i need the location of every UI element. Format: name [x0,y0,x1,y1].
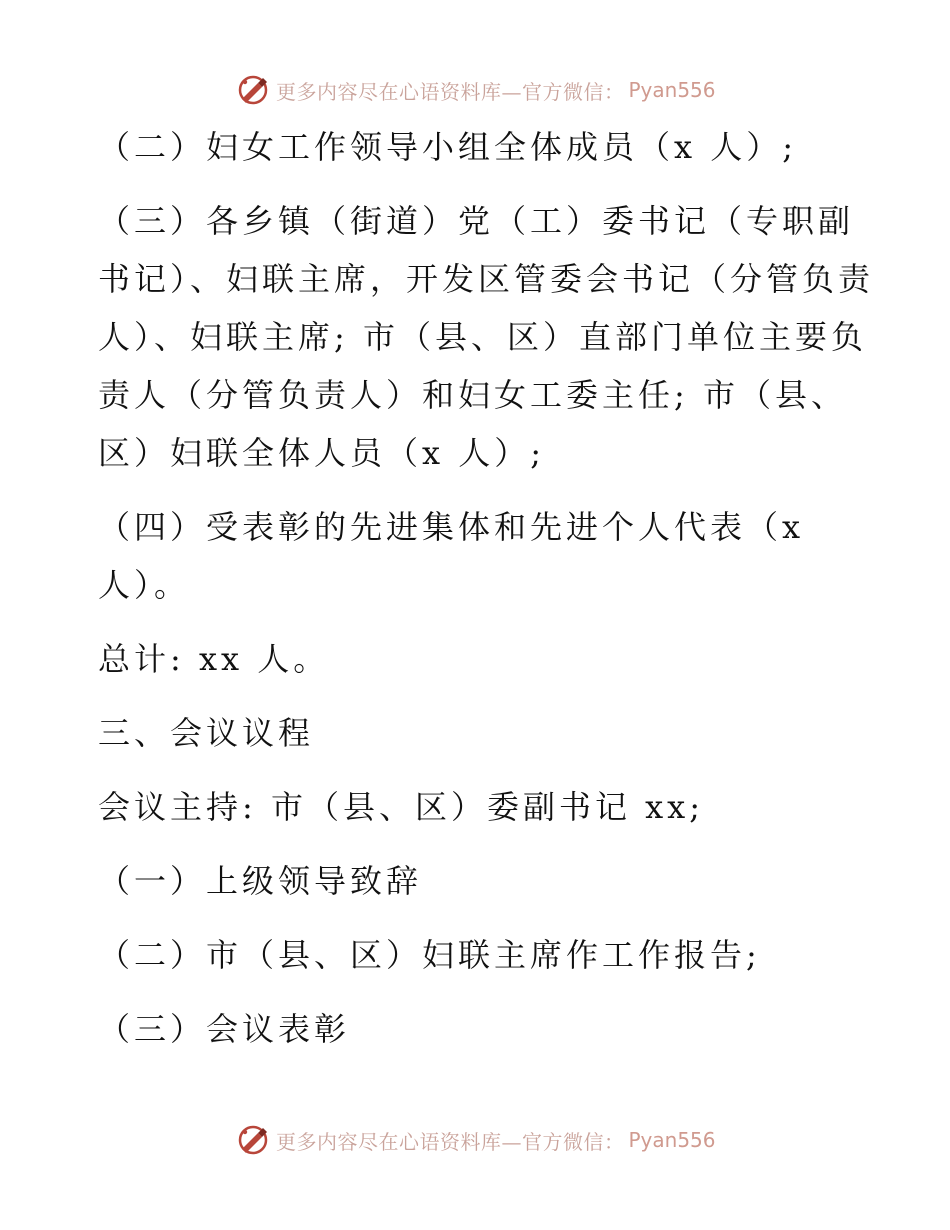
text-line: （二）市（县、区）妇联主席作工作报告; [98,936,761,974]
text-line: （三）会议表彰 [98,1010,351,1048]
watermark-text: 更多内容尽在心语资料库—官方微信： [276,79,625,104]
text-line: （一）上级领导致辞 [98,862,423,900]
text-line: （三）各乡镇（街道）党（工）委书记（专职副 [98,202,855,240]
text-line: 三、会议议程 [98,714,315,752]
paragraph-host [98,778,858,836]
paragraph-members [98,118,858,176]
watermark-text: 更多内容尽在心语资料库—官方微信： [276,1129,625,1154]
paragraph-total [98,630,858,688]
agenda-item-1 [98,852,858,910]
document-body [98,118,875,1058]
pen-logo-icon [236,73,270,107]
watermark-wechat-id: Pyan556 [628,78,716,102]
agenda-item-3 [98,1000,858,1058]
text-line: 会议主持: 市（县、区）委副书记 xx; [98,788,705,826]
text-line: （二）妇女工作领导小组全体成员（x 人）; [98,128,798,166]
text-line: 责人（分管负责人）和妇女工委主任; 市（县、 [98,376,847,414]
text-line: 区）妇联全体人员（x 人）; [98,434,546,472]
header-watermark [236,73,716,107]
paragraph-representatives [98,498,858,614]
section-heading-agenda [98,704,858,762]
text-line: 人）。 [98,566,191,604]
footer-watermark [236,1123,716,1157]
text-line: 总计: xx 人。 [98,640,330,678]
agenda-item-2 [98,926,858,984]
text-line: 书记）、妇联主席，开发区管委会书记（分管负责 [98,260,875,298]
text-line: 人）、妇联主席; 市（县、区）直部门单位主要负 [98,318,867,356]
paragraph-attendees [98,192,875,482]
text-line: （四）受表彰的先进集体和先进个人代表（x [98,508,805,546]
pen-logo-icon [236,1123,270,1157]
watermark-wechat-id: Pyan556 [628,1128,716,1152]
